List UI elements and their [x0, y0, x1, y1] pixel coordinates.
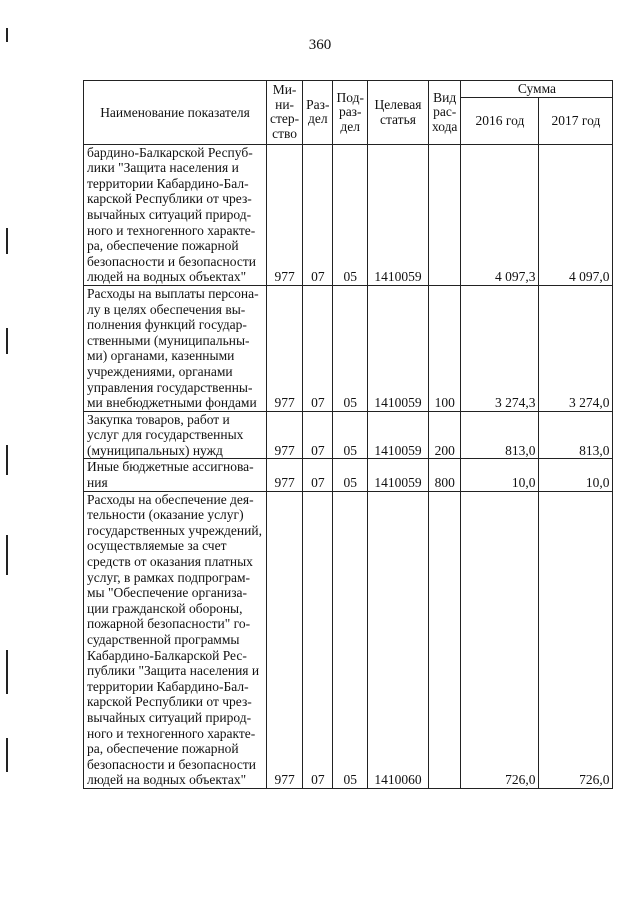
header-name: Наименование показателя: [84, 81, 267, 145]
row-target: 1410060: [367, 491, 428, 788]
scan-edge-mark: [6, 650, 8, 694]
table-row: [84, 411, 613, 459]
row-ministry: 977: [267, 285, 303, 411]
header-ministry: Ми- ни- стер- ство: [267, 81, 303, 145]
budget-table: [83, 80, 613, 789]
scan-edge-mark: [6, 535, 8, 575]
table-row: [84, 285, 613, 411]
header-sum: Сумма: [461, 81, 613, 98]
row-name: Иные бюджетные ассигнова- ния: [84, 459, 267, 491]
row-name: Расходы на обеспечение дея- тельности (оказание услуг) государственных учреждений, осуществляемые за счет средств от оказания платных услуг, в рамках подпрограм- мы "Обеспечение организа- ции гражданской обороны, пожарной безопасности" го- сударственной программы Кабардино-Балкарской Рес- публики "Защита населения и территории Кабардино-Бал- карской Республики от чрез- вычайных ситуаций природ- ного и техногенного характе- ра, обеспечение пожарной безопасности и безопасности людей на водных объектах": [84, 491, 267, 788]
row-2016: 726,0: [461, 491, 539, 788]
page-number: 360: [308, 37, 332, 53]
row-name: Расходы на выплаты персона- лу в целях обеспечения вы- полнения функций государ- ственными (муниципальны- ми) органами, казенными учреждениями, органами управления государственны- ми внебюджетными фондами: [84, 285, 267, 411]
row-section: 07: [303, 144, 333, 285]
scan-edge-mark: [6, 738, 8, 772]
row-section: 07: [303, 285, 333, 411]
row-2017: 726,0: [539, 491, 613, 788]
header-year-2016: 2016 год: [461, 97, 539, 144]
row-section: 07: [303, 411, 333, 459]
table-row: [84, 491, 613, 788]
row-target: 1410059: [367, 285, 428, 411]
row-2017: 10,0: [539, 459, 613, 491]
row-target: 1410059: [367, 144, 428, 285]
row-target: 1410059: [367, 459, 428, 491]
scan-edge-mark: [6, 445, 8, 475]
row-expense-type: 100: [428, 285, 460, 411]
header-target: Целевая статья: [367, 81, 428, 145]
header-subsection: Под- раз- дел: [333, 81, 367, 145]
row-ministry: 977: [267, 411, 303, 459]
row-ministry: 977: [267, 144, 303, 285]
row-ministry: 977: [267, 459, 303, 491]
header-expense-type: Вид рас- хода: [428, 81, 460, 145]
row-2016: 4 097,3: [461, 144, 539, 285]
row-target: 1410059: [367, 411, 428, 459]
scan-edge-mark: [6, 328, 8, 354]
row-section: 07: [303, 491, 333, 788]
row-2017: 4 097,0: [539, 144, 613, 285]
row-subsection: 05: [333, 491, 367, 788]
table-header-row: [84, 81, 613, 98]
row-expense-type: [428, 491, 460, 788]
row-2016: 3 274,3: [461, 285, 539, 411]
row-name: Закупка товаров, работ и услуг для государственных (муниципальных) нужд: [84, 411, 267, 459]
row-expense-type: [428, 144, 460, 285]
row-subsection: 05: [333, 459, 367, 491]
table-row: [84, 459, 613, 491]
header-section: Раз- дел: [303, 81, 333, 145]
row-2016: 813,0: [461, 411, 539, 459]
row-2016: 10,0: [461, 459, 539, 491]
header-year-2017: 2017 год: [539, 97, 613, 144]
row-expense-type: 200: [428, 411, 460, 459]
row-section: 07: [303, 459, 333, 491]
row-subsection: 05: [333, 411, 367, 459]
row-name: бардино-Балкарской Респуб- лики "Защита населения и территории Кабардино-Бал- карской Республики от чрез- вычайных ситуаций природ- ного и техногенного характе- ра, обеспечение пожарной безопасности и безопасности людей на водных объектах": [84, 144, 267, 285]
scan-edge-mark: [6, 228, 8, 254]
row-2017: 813,0: [539, 411, 613, 459]
row-expense-type: 800: [428, 459, 460, 491]
row-ministry: 977: [267, 491, 303, 788]
row-subsection: 05: [333, 144, 367, 285]
scan-edge-mark: [6, 28, 8, 42]
row-2017: 3 274,0: [539, 285, 613, 411]
table-row: [84, 144, 613, 285]
row-subsection: 05: [333, 285, 367, 411]
